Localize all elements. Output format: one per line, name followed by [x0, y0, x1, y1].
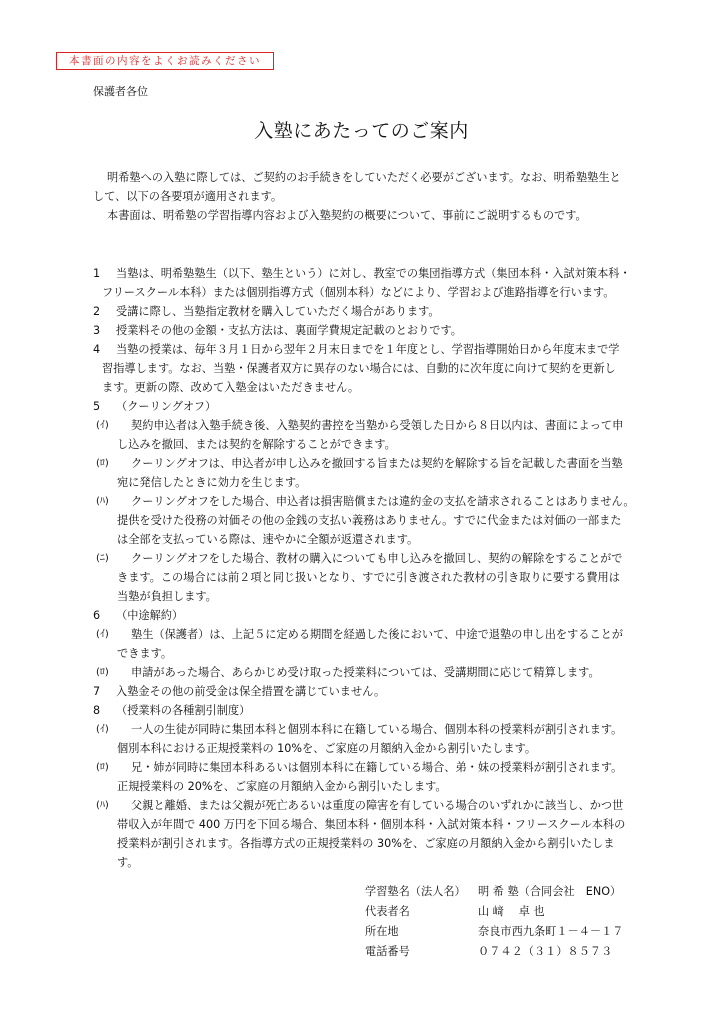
item-line: フリースクール本科）または個別指導方式（個別本科）などにより、学習および進路指導を行います。 [102, 286, 615, 299]
term-item [0, 606, 723, 625]
item-text [116, 302, 636, 321]
company-info-label: 電話番号 [365, 945, 410, 958]
item-line: （中途解約） [116, 609, 184, 622]
item-line: （授業料の各種割引制度） [116, 704, 251, 717]
company-info-label: 所在地 [365, 925, 399, 938]
item-text [116, 397, 636, 416]
item-number: 3 [93, 324, 101, 337]
company-info-value: 山 﨑 卓 也 [478, 905, 545, 918]
term-subitem [0, 796, 723, 872]
intro-line-1: 明希塾への入塾に際しては、ご契約のお手続きをしていただく必要がございます。なお、明希塾塾生と [107, 171, 621, 184]
item-line: 正規授業料の 20%を、ご家庭の月額納入金から割引いたします。 [117, 780, 447, 793]
item-line: 一人の生徒が同時に集団本科と個別本科に在籍している場合、個別本科の授業料が割引されます。 [131, 723, 623, 736]
item-line: 契約申込者は入塾手続き後、入塾契約書控を当塾から受領した日から８日以内は、書面によって申 [131, 419, 624, 432]
term-subitem [0, 454, 723, 492]
item-number: (ﾆ) [96, 553, 109, 564]
item-line: クーリングオフをした場合、申込者は損害賠償または違約金の支払を請求されることはありません。 [131, 495, 635, 508]
term-subitem [0, 758, 723, 796]
company-info [365, 882, 698, 962]
term-subitem [0, 416, 723, 454]
item-line: 宛に発信したときに効力を生じます。 [117, 476, 307, 489]
item-line: 当塾は、明希塾塾生（以下、塾生という）に対し、教室での集団指導方式（集団本科・入試対策本科・ [116, 267, 631, 280]
item-line: 父親と離婚、または父親が死亡あるいは重度の障害を有している場合のいずれかに該当し、かつ世 [131, 799, 624, 812]
term-item [0, 302, 723, 321]
item-text [117, 796, 635, 872]
term-subitem [0, 663, 723, 682]
item-line: 受講に際し、当塾指定教材を購入していただく場合があります。 [116, 305, 440, 318]
company-info-row [365, 922, 698, 942]
intro-section [93, 168, 633, 225]
item-line: 当塾の授業は、毎年３月１日から翌年２月末日までを１年度とし、学習指導開始日から年度末まで学 [116, 343, 620, 356]
item-text [117, 454, 635, 492]
item-line: 提供を受けた役務の対価その他の金銭の支払い義務はありません。すでに代金または対価の一部また [117, 514, 622, 527]
item-number: (ﾊ) [96, 496, 109, 507]
item-line: 授業料その他の金額・支払方法は、裏面学費規定記載のとおりです。 [116, 324, 462, 337]
intro-line-2: して、以下の各要項が適用されます。 [93, 190, 283, 203]
item-number: 4 [93, 343, 101, 356]
item-number: (ﾛ) [96, 667, 109, 678]
item-text [102, 340, 636, 397]
term-subitem [0, 549, 723, 606]
item-line: 入塾金その他の前受金は保全措置を講じていません。 [116, 685, 386, 698]
term-item [0, 340, 723, 397]
read-carefully-notice: 本書面の内容をよくお読みください [56, 52, 274, 70]
item-text [117, 758, 635, 796]
item-line: クーリングオフは、申込者が申し込みを撤回する旨または契約を解除する旨を記載した書面を当塾 [131, 457, 623, 470]
item-line: し込みを撤回、または契約を解除することができます。 [117, 438, 396, 451]
company-info-row [365, 882, 698, 902]
item-text [116, 606, 636, 625]
company-info-value: 奈良市西九条町１－４－１７ [478, 925, 624, 938]
term-item [0, 264, 723, 302]
item-line: 当塾が負担します。 [117, 590, 217, 603]
company-info-label: 学習塾名（法人名） [365, 885, 466, 898]
item-text [116, 701, 636, 720]
terms-list [0, 264, 723, 872]
item-line: 申請があった場合、あらかじめ受け取った授業料については、受講期間に応じて精算します。 [131, 666, 600, 679]
recipient-line: 保護者各位 [93, 85, 148, 98]
item-line: クーリングオフをした場合、教材の購入についても申し込みを撤回し、契約の解除をすることがで [131, 552, 623, 565]
company-info-label: 代表者名 [365, 905, 410, 918]
item-number: 6 [93, 609, 101, 622]
item-text [117, 492, 635, 549]
item-line: （クーリングオフ） [116, 400, 217, 413]
term-item [0, 321, 723, 340]
item-line: 塾生（保護者）は、上記５に定める期間を経過した後において、中途で退塾の申し出をすることが [131, 628, 624, 641]
item-number: (ﾛ) [96, 762, 109, 773]
item-line: 習指導します。なお、当塾・保護者双方に異存のない場合には、自動的に次年度に向けて契約を更新し [102, 362, 616, 375]
item-number: 8 [93, 704, 101, 717]
item-text [117, 416, 635, 454]
term-subitem [0, 625, 723, 663]
item-number: 7 [93, 685, 101, 698]
term-subitem [0, 720, 723, 758]
item-line: ます。更新の際、改めて入塾金はいただきません。 [102, 381, 360, 394]
item-line: できます。 [117, 647, 173, 660]
item-text [131, 663, 635, 682]
item-number: 5 [93, 400, 101, 413]
item-number: (ｲ) [96, 724, 109, 735]
document-title: 入塾にあたってのご案内 [254, 120, 469, 142]
item-text [116, 682, 636, 701]
item-text [102, 264, 636, 302]
item-number: 2 [93, 305, 101, 318]
item-line: は全部を支払っている際は、速やかに全額が返還されます。 [117, 533, 419, 546]
company-info-value: 明 希 塾（合同会社 ENO） [478, 885, 622, 898]
company-info-row [365, 902, 698, 922]
item-number: (ﾛ) [96, 458, 109, 469]
item-line: 授業料が割引されます。各指導方式の正規授業料の 30%を、ご家庭の月額納入金から割引いたします。 [117, 837, 615, 869]
term-subitem [0, 492, 723, 549]
item-number: 1 [93, 267, 101, 280]
term-item [0, 701, 723, 720]
term-item [0, 397, 723, 416]
company-info-row [365, 942, 698, 962]
item-line: 兄・姉が同時に集団本科あるいは個別本科に在籍している場合、弟・妹の授業料が割引されます。 [131, 761, 623, 774]
item-number: (ｲ) [96, 420, 109, 431]
intro-line-3: 本書面は、明希塾の学習指導内容および入塾契約の概要について、事前にご説明するものです。 [107, 209, 587, 222]
item-text [116, 321, 636, 340]
term-item [0, 682, 723, 701]
item-text [117, 549, 635, 606]
item-text [117, 720, 635, 758]
item-number: (ｲ) [96, 629, 109, 640]
item-line: 個別本科における正規授業料の 10%を、ご家庭の月額納入金から割引いたします。 [117, 742, 537, 755]
company-info-value: ０７４２（３１）８５７３ [478, 945, 613, 958]
item-line: 帯収入が年間で 400 万円を下回る場合、集団本科・個別本科・入試対策本科・フリースクール本科の [117, 818, 626, 831]
item-number: (ﾊ) [96, 800, 109, 811]
item-text [117, 625, 635, 663]
item-line: きます。この場合には前２項と同じ扱いとなり、すでに引き渡された教材の引き取りに要する費用は [117, 571, 620, 584]
